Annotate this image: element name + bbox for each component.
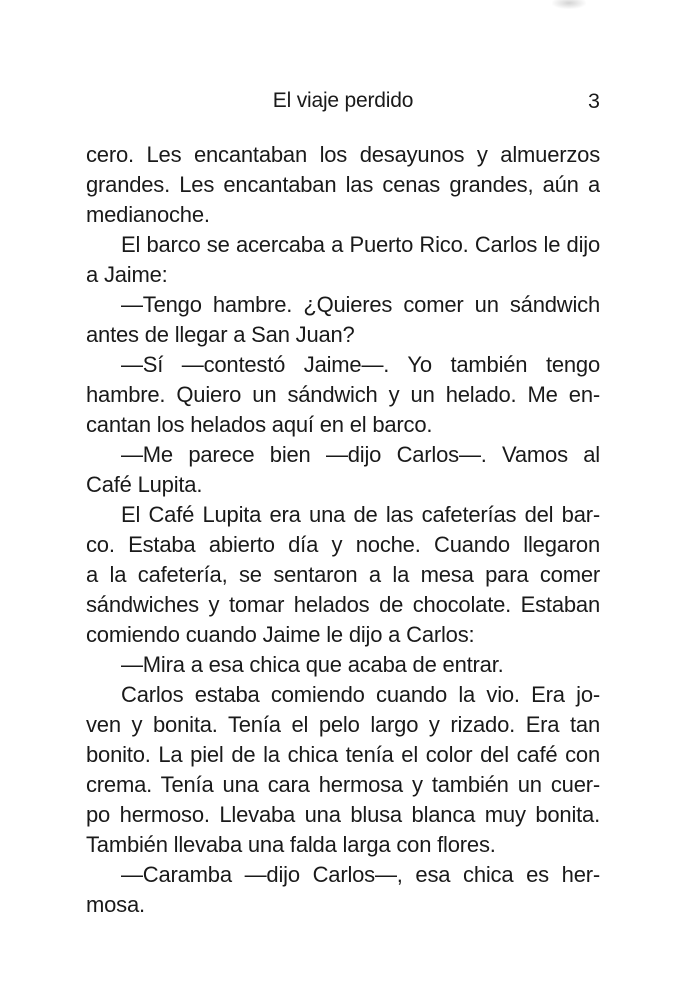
text-line: mosa.: [86, 892, 145, 917]
text-line: bonito. La piel de la chica tenía el color del café con: [86, 742, 600, 767]
text-line: co. Estaba abierto día y noche. Cuando llegaron: [86, 532, 600, 557]
text-line: a Jaime:: [86, 262, 168, 287]
text-line: crema. Tenía una cara hermosa y también un cuer-: [86, 772, 600, 797]
text-line: grandes. Les encantaban las cenas grandes, aún a: [86, 172, 600, 197]
page-number: 3: [588, 89, 600, 113]
text-line: Café Lupita.: [86, 472, 203, 497]
text-line: —Mira a esa chica que acaba de entrar.: [121, 652, 504, 677]
text-line: —Sí —contestó Jaime—. Yo también tengo: [121, 352, 600, 377]
text-line: cero. Les encantaban los desayunos y almuerzos: [86, 142, 600, 167]
body-text: [86, 140, 600, 920]
scan-artifact: [552, 0, 586, 9]
page-header: [86, 88, 600, 114]
text-line: antes de llegar a San Juan?: [86, 322, 355, 347]
text-line: a la cafetería, se sentaron a la mesa para comer: [86, 562, 600, 587]
running-title: El viaje perdido: [272, 89, 414, 112]
text-line: medianoche.: [86, 202, 210, 227]
text-line: cantan los helados aquí en el barco.: [86, 412, 433, 437]
text-line: hambre. Quiero un sándwich y un helado. Me en-: [86, 382, 600, 407]
text-line: —Me parece bien —dijo Carlos—. Vamos al: [121, 442, 600, 467]
text-line: ven y bonita. Tenía el pelo largo y rizado. Era tan: [86, 712, 600, 737]
text-line: También llevaba una falda larga con flores.: [86, 832, 496, 857]
text-line: po hermoso. Llevaba una blusa blanca muy bonita.: [86, 802, 600, 827]
text-line: —Tengo hambre. ¿Quieres comer un sándwich: [121, 292, 600, 317]
text-line: El barco se acercaba a Puerto Rico. Carlos le dijo: [121, 232, 600, 257]
text-line: El Café Lupita era una de las cafeterías del bar-: [121, 502, 600, 527]
text-line: —Caramba —dijo Carlos—, esa chica es her-: [121, 862, 600, 887]
text-line: Carlos estaba comiendo cuando la vio. Era jo-: [121, 682, 600, 707]
text-line: comiendo cuando Jaime le dijo a Carlos:: [86, 622, 475, 647]
text-line: sándwiches y tomar helados de chocolate. Estaban: [86, 592, 600, 617]
